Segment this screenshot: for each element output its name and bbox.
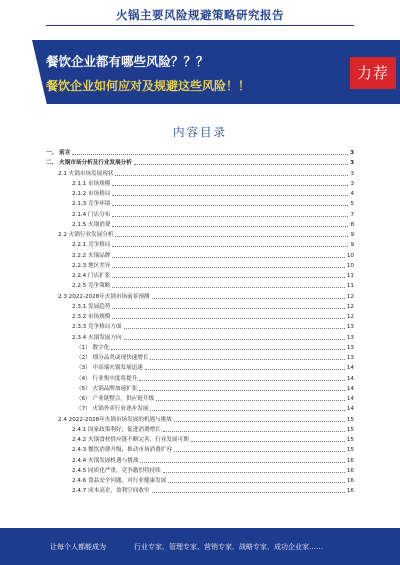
toc-page-number: 7: [350, 211, 354, 218]
toc-page-number: 14: [346, 406, 354, 413]
toc-page-number: 3: [350, 170, 354, 177]
toc-leader-dots: [191, 441, 345, 442]
toc-entry[interactable]: [72, 210, 354, 219]
toc-page-number: 15: [346, 416, 354, 423]
toc-entry-title: （6） 产业链整合，供应链升级: [76, 396, 155, 402]
toc-entry[interactable]: [76, 363, 354, 372]
toc-entry-title: 2.4.2 火锅食材供应链不断完善，行业发展可期: [72, 437, 189, 443]
toc-page-number: 15: [346, 426, 354, 433]
toc-leader-dots: [112, 185, 348, 186]
toc-entry-title: 2.2 火锅行业发展分析: [58, 232, 114, 238]
toc-leader-dots: [112, 277, 344, 278]
toc-entry-title: 2.1.2 市场格局: [72, 191, 111, 197]
toc-entry[interactable]: [72, 466, 354, 475]
toc-entry[interactable]: [72, 486, 354, 495]
toc-page-number: 12: [346, 293, 354, 300]
toc-leader-dots: [150, 359, 344, 360]
toc-entry[interactable]: [72, 281, 354, 290]
banner-subtitle: 餐饮企业如何应对及规避这些风险！！: [46, 79, 251, 93]
report-title: 火锅主要风险规避策略研究报告: [116, 8, 284, 22]
toc-leader-dots: [174, 451, 345, 452]
footer-expert-list: 行业专家、管理专家、营销专家、战略专家、成功企业家……: [134, 543, 323, 551]
toc-leader-dots: [145, 369, 345, 370]
toc-leader-dots: [112, 216, 348, 217]
toc-leader-dots: [134, 164, 348, 165]
toc-entry[interactable]: [72, 199, 354, 208]
toc-entry-title: （5） 火锅品牌加速扩张: [76, 385, 138, 392]
toc-page-number: 12: [346, 303, 354, 310]
toc-entry[interactable]: [72, 312, 354, 321]
toc-heading: 内容目录: [173, 125, 227, 139]
toc-leader-dots: [139, 380, 345, 381]
toc-entry[interactable]: [72, 445, 354, 454]
banner-title: 餐饮企业都有哪些风险？？？: [46, 54, 209, 69]
toc-entry-title: （2） 细分品类或现快速增长: [76, 355, 149, 361]
toc-page-number: 14: [346, 396, 354, 402]
toc-entry[interactable]: [72, 189, 354, 198]
toc-entry[interactable]: [72, 425, 354, 434]
toc-page-number: 3: [350, 150, 354, 156]
toc-entry[interactable]: [72, 271, 354, 280]
toc-leader-dots: [112, 205, 348, 206]
toc-page-number: 13: [346, 344, 354, 351]
toc-entry[interactable]: [58, 292, 354, 301]
toc-page-number: 14: [346, 375, 354, 382]
toc-leader-dots: [112, 257, 344, 258]
toc-entry-title: 2.1.5 火锅消费: [72, 221, 111, 228]
toc-entry[interactable]: [72, 220, 354, 229]
toc-page-number: 9: [350, 242, 354, 249]
toc-page-number: 10: [346, 252, 354, 259]
toc-leader-dots: [112, 267, 344, 268]
toc-entry-title: 2.2.4 门店扩张: [72, 273, 111, 279]
toc-page-number: 14: [346, 365, 354, 372]
toc-entry-title: 2.3.1 发展趋势: [72, 303, 111, 310]
toc-entry[interactable]: [72, 333, 354, 342]
toc-page-number: 13: [346, 334, 354, 341]
report-header: [0, 0, 400, 32]
toc-page-number: 10: [346, 262, 354, 269]
toc-entry-title: （4） 行业集中度将提升: [76, 375, 138, 382]
toc-entry[interactable]: [72, 435, 354, 444]
toc-leader-dots: [152, 298, 345, 299]
toc-entry[interactable]: [58, 415, 354, 424]
toc-entry-title: 2.1.3 竞争环境: [72, 201, 111, 208]
toc-entry[interactable]: [58, 230, 354, 239]
toc-leader-dots: [139, 390, 345, 391]
toc-page-number: 13: [346, 324, 354, 331]
toc-leader-dots: [124, 339, 345, 340]
toc-leader-dots: [72, 154, 348, 155]
toc-entry-title: 2.4.4 火锅发展机遇与挑战: [72, 457, 139, 464]
toc-leader-dots: [115, 236, 348, 237]
toc-entry-title: 2.1 火锅市场发展现状: [58, 170, 114, 177]
toc-leader-dots: [168, 482, 345, 483]
toc-entry[interactable]: [76, 394, 354, 403]
toc-page-number: 16: [346, 478, 354, 484]
toc-entry[interactable]: [72, 179, 354, 188]
toc-entry[interactable]: [72, 322, 354, 331]
toc-entry-title: 2.2.2 火锅品牌: [72, 252, 111, 259]
toc-entry-title: 2.4.6 食品安全问题，对行业健康发展: [72, 478, 167, 484]
toc-page-number: 16: [346, 488, 354, 495]
toc-page-number: 12: [346, 314, 354, 320]
toc-leader-dots: [112, 226, 348, 227]
toc-leader-dots: [115, 175, 348, 176]
toc-entry[interactable]: [72, 476, 354, 485]
brand-logo: 力荐: [350, 57, 396, 89]
toc-page-number: 9: [350, 232, 354, 238]
toc-leader-dots: [112, 287, 344, 288]
toc-leader-dots: [140, 462, 345, 463]
toc-leader-dots: [150, 410, 344, 411]
toc-entry-title: 2.1.1 市场规模: [72, 180, 111, 187]
toc-page-number: 16: [346, 457, 354, 464]
toc-page-number: 11: [346, 273, 354, 279]
toc-entry[interactable]: [72, 302, 354, 311]
header-divider: [46, 25, 354, 26]
toc-entry-title: 2.2.5 竞争策略: [72, 283, 111, 290]
toc-entry-title: 二、 火锅市场分析及行业发展分析: [46, 160, 132, 167]
toc-entry-title: 2.2.3 地区差异: [72, 262, 111, 269]
toc-leader-dots: [156, 400, 345, 401]
toc-entry-title: 2.1.4 门店分布: [72, 211, 111, 218]
toc-entry-title: 2.3.2 市场规模: [72, 314, 111, 320]
footer-slogan: 让每个人都能成为: [50, 543, 106, 551]
toc-page-number: 4: [350, 191, 354, 197]
toc-entry-title: 2.4.1 国家政策利好，促进消费增长: [72, 426, 161, 433]
toc-entry-title: 2.3.4 火锅发展方向: [72, 334, 122, 341]
toc-leader-dots: [163, 431, 345, 432]
toc-entry-title: 2.4.7 成本高企，盈利空间收窄: [72, 488, 150, 495]
toc-leader-dots: [112, 318, 344, 319]
toc-leader-dots: [112, 195, 348, 196]
toc-entry[interactable]: [72, 251, 354, 260]
toc-page-number: 14: [346, 385, 354, 392]
toc-entry-title: 2.4.3 餐饮消费升级，推动市场消费扩容: [72, 447, 172, 454]
toc-entry-title: 2.4.5 同质化严重，竞争激烈将持续: [72, 467, 161, 474]
toc-leader-dots: [112, 246, 348, 247]
toc-entry[interactable]: [72, 456, 354, 465]
toc-entry[interactable]: [76, 343, 354, 352]
toc-page-number: 3: [350, 180, 354, 187]
toc-page-number: 15: [346, 437, 354, 443]
toc-entry[interactable]: [46, 148, 354, 157]
toc-entry[interactable]: [76, 384, 354, 393]
toc-page-number: 15: [346, 447, 354, 454]
toc-page-number: 8: [350, 221, 354, 228]
toc-entry-title: （1） 数字化: [76, 344, 110, 351]
toc-entry-title: 2.3.3 竞争格局方面: [72, 324, 122, 331]
toc-page-number: 13: [346, 355, 354, 361]
toc-leader-dots: [163, 472, 345, 473]
toc-entry-title: 2.4 2022-2028年火锅市场发展的机遇与挑战: [58, 416, 172, 423]
toc-entry[interactable]: [46, 158, 354, 167]
toc-leader-dots: [124, 328, 345, 329]
toc-leader-dots: [174, 421, 345, 422]
toc-entry[interactable]: [58, 169, 354, 178]
toc-entry[interactable]: [76, 353, 354, 362]
toc-entry[interactable]: [76, 374, 354, 383]
toc-leader-dots: [152, 492, 345, 493]
toc-entry[interactable]: [72, 261, 354, 270]
toc-leader-dots: [112, 308, 344, 309]
toc-entry-title: 一、 前言: [46, 150, 71, 156]
toc-entry[interactable]: [72, 240, 354, 249]
promo-banner: [32, 40, 400, 104]
toc-entry[interactable]: [76, 404, 354, 413]
toc-entry-title: （7） 火锅外卖行业逐步发展: [76, 406, 149, 413]
toc-leader-dots: [111, 349, 345, 350]
toc-entry-title: 2.2.1 竞争格局: [72, 242, 111, 249]
toc-entry-title: （3） 中高端火锅发展迅速: [76, 365, 143, 372]
toc-page-number: 11: [346, 283, 354, 290]
toc-entry-title: 2.3 2022-2028年火锅市场前景预测: [58, 293, 150, 300]
toc-page-number: 3: [350, 160, 354, 167]
toc-page-number: 5: [350, 201, 354, 208]
toc-page-number: 16: [346, 467, 354, 474]
